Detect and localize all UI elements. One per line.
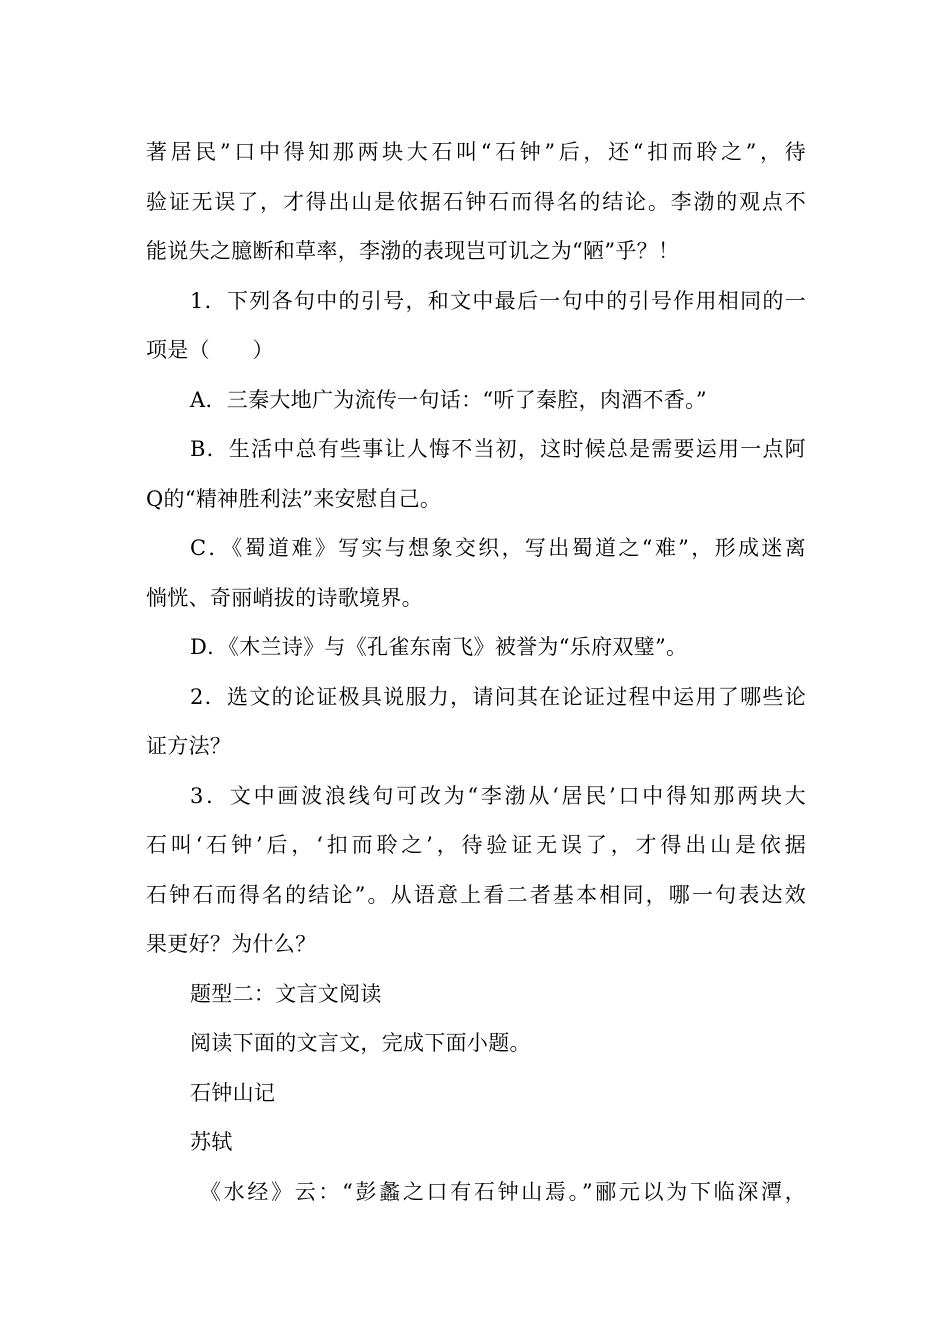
- paragraph-line: 著居民”口中得知那两块大石叫“石钟”后，还“扣而聆之”，待: [146, 140, 806, 164]
- question-1-line: 项是（ ）: [146, 338, 274, 362]
- option-b-line: Q的“精神胜利法”来安慰自己。: [146, 486, 442, 511]
- essay-first-line: 《水经》云：“彭蠡之口有石钟山焉。”郦元以为下临深潭，: [200, 1179, 806, 1204]
- question-3-line: 果更好？为什么？: [146, 932, 317, 956]
- option-b-line: B．生活中总有些事让人悔不当初，这时候总是需要运用一点阿: [190, 437, 806, 461]
- option-c-line: 惝恍、奇丽峭拔的诗歌境界。: [146, 585, 423, 610]
- essay-author: 苏轼: [190, 1130, 233, 1154]
- question-3-line: 石叫‘石钟’后，‘扣而聆之’，待验证无误了，才得出山是依据: [146, 833, 806, 857]
- paragraph-line: 能说失之臆断和草率，李渤的表现岂可讥之为“陋”乎？！: [146, 239, 680, 263]
- question-3-line: 石钟石而得名的结论”。从语意上看二者基本相同，哪一句表达效: [146, 882, 806, 907]
- option-d: D．《木兰诗》与《孔雀东南飞》被誉为“乐府双璧”。: [190, 635, 688, 659]
- option-a: A．三秦大地广为流传一句话：“听了秦腔，肉酒不香。”: [190, 387, 707, 412]
- option-c-line: C．《蜀道难》写实与想象交织，写出蜀道之“难”，形成迷离: [190, 536, 806, 560]
- instruction-text: 阅读下面的文言文，完成下面小题。: [190, 1031, 531, 1055]
- question-3-line: 3．文中画波浪线句可改为“李渤从‘居民’口中得知那两块大: [190, 783, 806, 808]
- essay-title: 石钟山记: [190, 1080, 276, 1105]
- question-2-line: 证方法？: [146, 734, 232, 758]
- section-heading: 题型二：文言文阅读: [190, 981, 382, 1006]
- question-1-line: 1．下列各句中的引号，和文中最后一句中的引号作用相同的一: [190, 288, 806, 313]
- document-page: [146, 128, 806, 1217]
- question-2-line: 2．选文的论证极具说服力，请问其在论证过程中运用了哪些论: [190, 684, 806, 709]
- paragraph-line: 验证无误了，才得出山是依据石钟石而得名的结论。李渤的观点不: [146, 189, 806, 214]
